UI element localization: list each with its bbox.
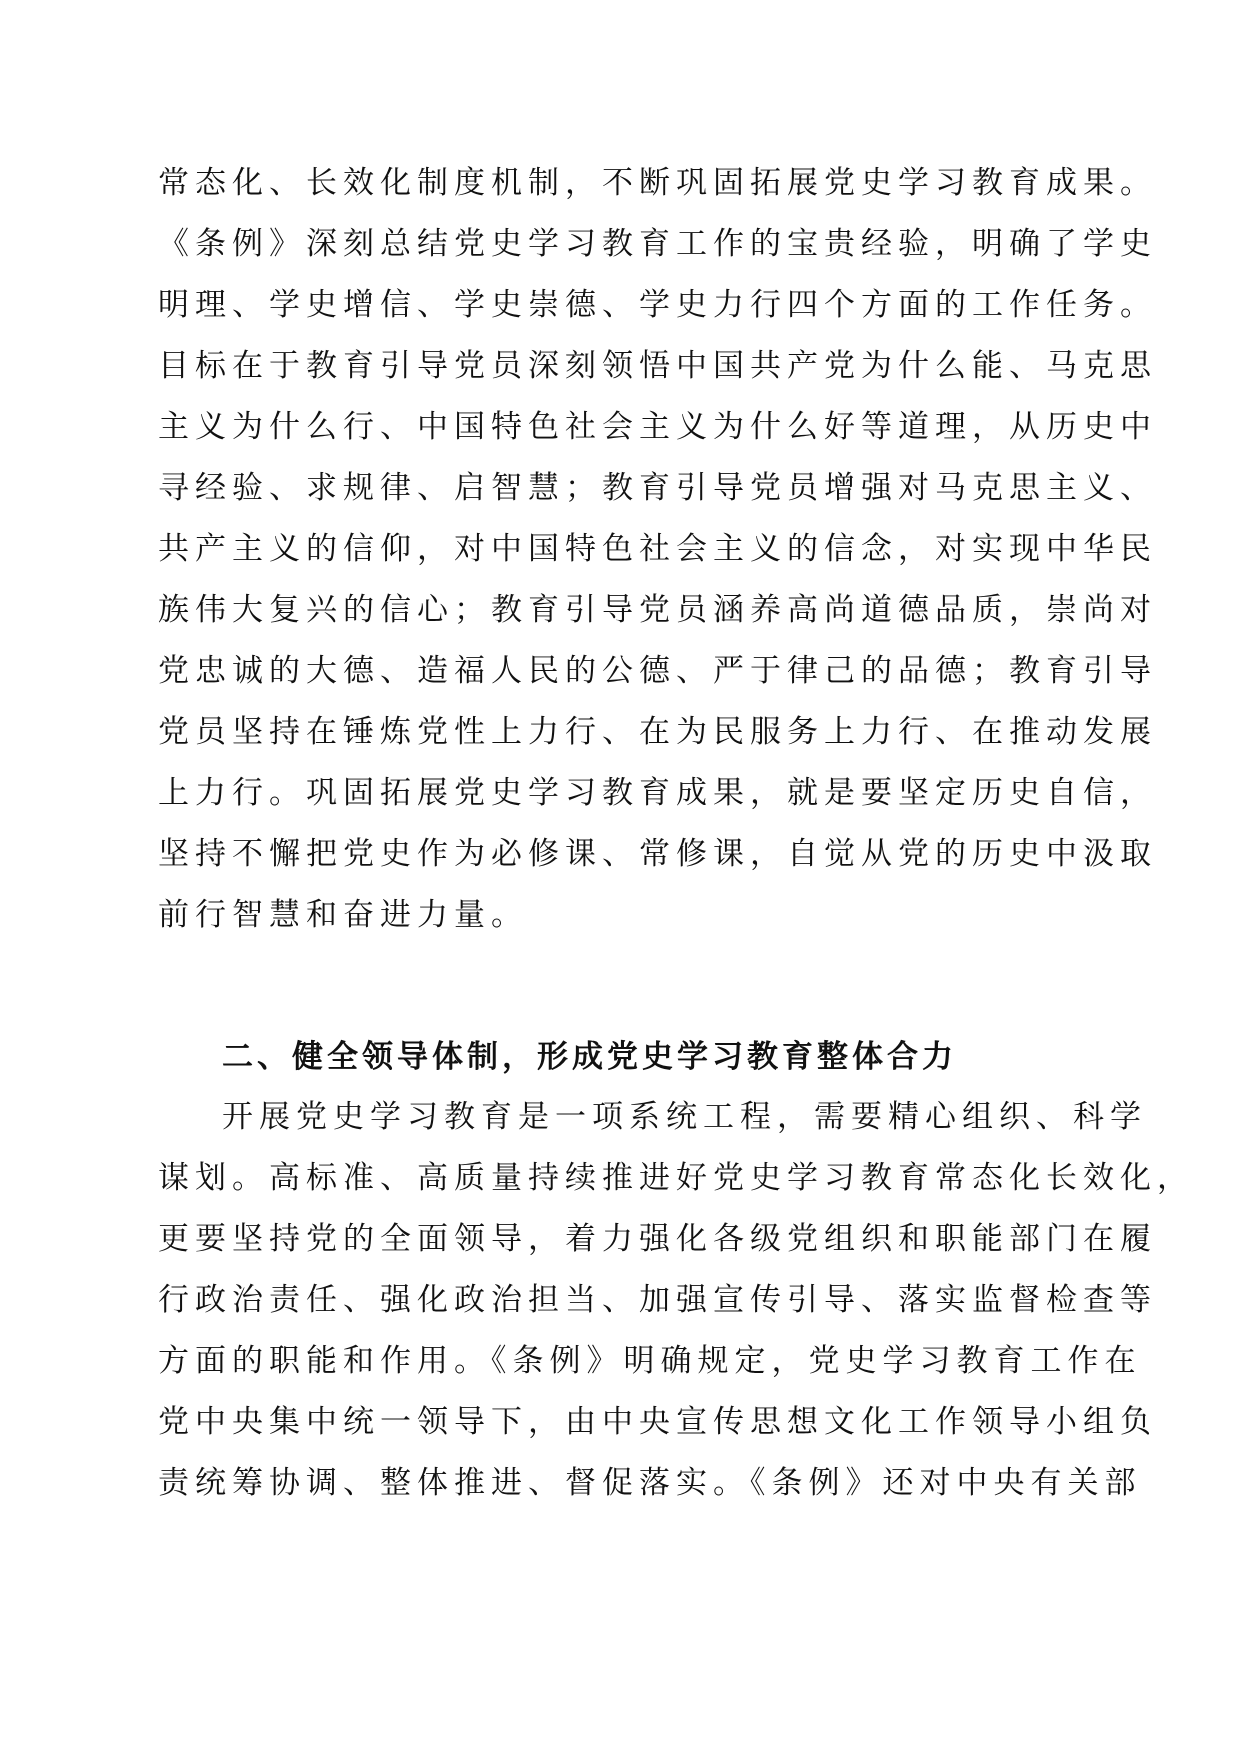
paragraph-2 [158, 1099, 1194, 1527]
text-line: 共产主义的信仰，对中国特色社会主义的信念，对实现中华民 [158, 531, 1157, 567]
text-line: 主义为什么行、中国特色社会主义为什么好等道理，从历史中 [158, 409, 1157, 445]
text-line: 开展党史学习教育是一项系统工程，需要精心组织、科学 [222, 1099, 1147, 1135]
text-line: 责统筹协调、整体推进、督促落实。《条例》还对中央有关部 [158, 1465, 1142, 1501]
text-line: 党中央集中统一领导下，由中央宣传思想文化工作领导小组负 [158, 1404, 1157, 1440]
text-line: 寻经验、求规律、启智慧；教育引导党员增强对马克思主义、 [158, 470, 1157, 506]
text-line: 谋划。高标准、高质量持续推进好党史学习教育常态化长效化， [158, 1160, 1194, 1196]
text-line: 明理、学史增信、学史崇德、学史力行四个方面的工作任务。 [158, 287, 1157, 323]
text-line: 前行智慧和奋进力量。 [158, 897, 528, 933]
text-line: 《条例》深刻总结党史学习教育工作的宝贵经验，明确了学史 [158, 226, 1157, 262]
text-line: 更要坚持党的全面领导，着力强化各级党组织和职能部门在履 [158, 1221, 1157, 1257]
paragraph-1 [158, 165, 1157, 959]
text-line: 行政治责任、强化政治担当、加强宣传引导、落实监督检查等 [158, 1282, 1157, 1318]
text-line: 坚持不懈把党史作为必修课、常修课，自觉从党的历史中汲取 [158, 836, 1157, 872]
text-line: 党忠诚的大德、造福人民的公德、严于律己的品德；教育引导 [158, 653, 1157, 689]
text-line: 党员坚持在锤炼党性上力行、在为民服务上力行、在推动发展 [158, 714, 1157, 750]
section-heading: 二、健全领导体制，形成党史学习教育整体合力 [222, 1039, 957, 1075]
text-line: 常态化、长效化制度机制，不断巩固拓展党史学习教育成果。 [158, 165, 1157, 201]
text-line: 族伟大复兴的信心；教育引导党员涵养高尚道德品质，崇尚对 [158, 592, 1157, 628]
text-line: 方面的职能和作用。《条例》明确规定，党史学习教育工作在 [158, 1343, 1142, 1379]
text-line: 目标在于教育引导党员深刻领悟中国共产党为什么能、马克思 [158, 348, 1157, 384]
text-line: 上力行。巩固拓展党史学习教育成果，就是要坚定历史自信， [158, 775, 1157, 811]
